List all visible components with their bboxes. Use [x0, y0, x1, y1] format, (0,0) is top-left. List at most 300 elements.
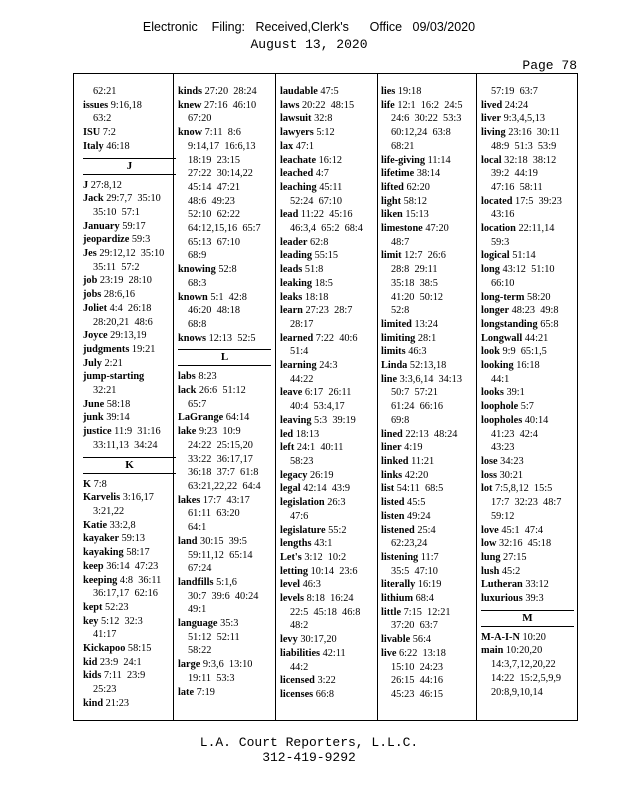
index-refs: 3:3,6,14 34:13	[399, 373, 462, 385]
index-refs: 65:8	[540, 318, 559, 330]
index-continuation: 67:20	[188, 113, 212, 125]
index-refs: 20:22 48:15	[302, 99, 355, 111]
index-entry	[280, 263, 373, 277]
index-entry	[381, 85, 474, 99]
index-term: lithium	[381, 593, 414, 605]
index-term: longstanding	[481, 318, 538, 330]
index-refs: 40:14	[524, 414, 549, 426]
index-refs: 52:8	[218, 264, 237, 276]
index-refs: 18:13	[295, 428, 320, 440]
index-entry	[83, 274, 176, 288]
index-term: lies	[381, 86, 396, 97]
index-refs: 45:11	[319, 181, 343, 193]
index-term: lawsuit	[280, 113, 312, 125]
index-frame	[73, 73, 578, 721]
index-entry	[280, 482, 373, 496]
index-entry	[481, 469, 574, 483]
index-refs: 29:7,7 35:10	[106, 193, 161, 205]
index-continuation: 27:22 30:14,22	[188, 168, 253, 180]
index-entry	[280, 181, 373, 195]
index-refs: 45:5	[407, 497, 426, 509]
index-entry	[481, 249, 574, 263]
index-entry	[83, 343, 176, 357]
index-continuation: 22:5 45:18 46:8	[290, 606, 361, 618]
index-continuation: 44:1	[491, 373, 510, 385]
index-continuation: 62:21	[93, 86, 117, 97]
index-entry	[280, 496, 373, 510]
index-term: liken	[381, 209, 403, 221]
index-entry	[83, 398, 176, 412]
index-term: long	[481, 264, 500, 276]
index-refs: 5:12	[316, 127, 335, 139]
index-refs: 66:8	[315, 688, 335, 700]
index-entry	[381, 181, 474, 195]
index-entry	[280, 469, 373, 483]
index-entry	[280, 249, 373, 263]
index-column-1	[83, 85, 176, 711]
index-continuation: 30:7 39:6 40:24	[188, 590, 259, 602]
index-term: keep	[83, 560, 104, 572]
index-term: led	[280, 428, 294, 440]
index-refs: 32:8	[314, 113, 333, 125]
index-term: leader	[280, 236, 308, 248]
index-entry	[381, 359, 474, 373]
index-refs: 54:11 68:5	[396, 483, 444, 495]
index-continuation: 24:6 30:22 53:3	[391, 113, 462, 125]
index-term: Joliet	[83, 302, 108, 314]
transcript-date: August 13, 2020	[250, 37, 368, 52]
index-refs: 62:20	[406, 181, 430, 193]
index-entry	[83, 491, 176, 505]
index-entry	[280, 441, 373, 455]
index-term: J	[83, 179, 89, 191]
index-term: learned	[280, 332, 314, 344]
index-continuation: 37:20 63:7	[391, 620, 438, 632]
index-entry	[83, 519, 176, 533]
section-letter: J	[83, 158, 176, 175]
index-refs: 5:1 42:8	[210, 291, 247, 303]
index-continuation: 44:2	[290, 661, 309, 673]
index-term: light	[381, 195, 402, 207]
index-refs: 39:1	[506, 387, 525, 399]
index-entry	[481, 304, 574, 318]
index-entry	[481, 578, 574, 592]
index-entry	[83, 302, 176, 316]
index-term: July	[83, 357, 102, 369]
index-term: listening	[381, 551, 419, 563]
index-refs: 59:17	[122, 220, 146, 232]
index-entry	[178, 332, 271, 346]
index-refs: 46:3	[408, 346, 427, 358]
index-entry	[178, 686, 271, 700]
index-term: located	[481, 195, 513, 207]
index-refs: 4:8 36:11	[119, 574, 162, 586]
index-entry	[178, 617, 271, 631]
index-entry	[280, 537, 373, 551]
index-entry	[481, 631, 574, 645]
index-term: letting	[280, 565, 309, 577]
index-entry	[280, 674, 373, 688]
index-entry	[381, 154, 474, 168]
index-term: links	[381, 469, 403, 481]
index-continuation: 68:8	[188, 318, 207, 330]
index-entry	[381, 551, 474, 565]
index-term: little	[381, 606, 402, 618]
index-entry	[381, 524, 474, 538]
index-entry	[381, 373, 474, 387]
index-entry	[481, 126, 574, 140]
index-term: left	[280, 442, 295, 454]
index-entry	[381, 167, 474, 181]
index-refs: 12:1 16:2 24:5	[397, 99, 463, 111]
index-continuation: 46:20 48:18	[188, 305, 241, 317]
index-refs: 24:24	[504, 99, 529, 111]
index-entry	[280, 85, 373, 99]
index-continuation: 40:4 53:4,17	[290, 401, 345, 413]
index-entry	[178, 411, 271, 425]
index-column-3	[280, 85, 373, 702]
index-refs: 26:3	[327, 497, 346, 509]
index-refs: 39:3	[525, 593, 544, 605]
index-term: lifted	[381, 181, 404, 193]
index-refs: 7:11 8:6	[204, 127, 241, 139]
index-entry	[280, 578, 373, 592]
index-refs: 55:15	[314, 250, 339, 262]
index-entry	[280, 359, 373, 373]
index-refs: 23:19 28:10	[99, 275, 152, 287]
index-term: legal	[280, 483, 301, 495]
page-number: Page 78	[522, 58, 577, 73]
index-term: Italy	[83, 140, 104, 152]
index-continuation: 36:18 37:7 61:8	[188, 467, 259, 479]
index-entry	[83, 192, 176, 206]
index-term: Linda	[381, 360, 408, 372]
index-entry	[481, 112, 574, 126]
index-continuation: 68:21	[391, 140, 415, 152]
index-refs: 34:23	[500, 455, 524, 467]
index-refs: 7:8	[93, 478, 107, 490]
reporter-company: L.A. Court Reporters, L.L.C.	[199, 735, 419, 750]
index-term: leave	[280, 387, 303, 399]
index-entry	[280, 126, 373, 140]
index-term: local	[481, 154, 502, 166]
index-term: leaving	[280, 414, 312, 426]
index-continuation: 57:19 63:7	[491, 86, 538, 97]
index-entry	[481, 99, 574, 113]
index-refs: 17:5 39:23	[515, 195, 562, 207]
column-divider	[275, 74, 276, 720]
index-entry	[178, 370, 271, 384]
index-continuation: 26:15 44:16	[391, 675, 444, 687]
index-entry	[381, 222, 474, 236]
index-term: legislature	[280, 524, 326, 536]
index-entry	[83, 220, 176, 234]
index-refs: 7:5,8,12 15:5	[495, 483, 553, 495]
index-continuation: 28:20,21 48:6	[93, 316, 153, 328]
index-continuation: 14:22 15:2,5,9,9	[491, 672, 562, 684]
index-entry	[381, 208, 474, 222]
index-term: leaks	[280, 291, 303, 303]
index-continuation: 60:12,24 63:8	[391, 127, 451, 139]
index-entry	[83, 601, 176, 615]
index-entry	[280, 236, 373, 250]
index-refs: 5:3 39:19	[314, 414, 356, 426]
index-entry	[178, 425, 271, 439]
index-continuation: 68:9	[188, 250, 207, 262]
index-refs: 6:17 26:11	[304, 387, 352, 399]
index-refs: 7:15 12:21	[403, 606, 451, 618]
index-refs: 11:7	[420, 551, 439, 563]
index-term: look	[481, 346, 500, 358]
index-refs: 27:16 46:10	[204, 99, 257, 111]
index-refs: 49:24	[407, 510, 431, 522]
index-term: legacy	[280, 469, 308, 481]
index-continuation: 36:17,17 62:16	[93, 588, 158, 600]
index-entry	[178, 126, 271, 140]
index-entry	[83, 247, 176, 261]
index-continuation: 41:17	[93, 629, 117, 641]
index-continuation: 35:18 38:5	[391, 277, 438, 289]
filing-stamp: Electronic Filing: Received,Clerk's Office 09/03/2020	[142, 20, 476, 34]
index-refs: 9:16,18	[110, 99, 142, 111]
index-refs: 58:17	[126, 547, 150, 559]
index-refs: 30:17,20	[300, 634, 337, 646]
index-entry	[178, 291, 271, 305]
index-refs: 43:1	[314, 538, 333, 550]
index-term: issues	[83, 99, 109, 111]
index-term: language	[178, 618, 218, 630]
index-refs: 4:7	[315, 168, 329, 180]
index-refs: 26:19	[310, 469, 334, 481]
index-entry	[381, 606, 474, 620]
index-term: limit	[381, 250, 402, 262]
index-term: labs	[178, 371, 196, 383]
index-refs: 10:14 23:6	[310, 565, 358, 577]
index-entry	[83, 697, 176, 711]
index-entry	[381, 510, 474, 524]
index-continuation: 58:22	[188, 645, 212, 657]
index-term: kept	[83, 601, 103, 613]
index-term: literally	[381, 579, 416, 591]
index-entry	[381, 441, 474, 455]
index-refs: 51:14	[512, 250, 536, 262]
index-term: learning	[280, 360, 317, 372]
index-term: leading	[280, 250, 313, 262]
index-refs: 23:9 24:1	[99, 656, 142, 668]
index-continuation: 52:8	[391, 305, 410, 317]
index-continuation: 61:11 63:20	[188, 508, 240, 520]
index-entry	[83, 560, 176, 574]
index-refs: 58:15	[127, 643, 152, 655]
index-continuation: 64:1	[188, 522, 207, 534]
index-term: large	[178, 659, 201, 671]
index-refs: 33:12	[525, 579, 549, 591]
index-term: jobs	[83, 289, 102, 301]
index-term: leads	[280, 264, 303, 276]
index-refs: 27:15	[503, 551, 527, 563]
index-continuation: 15:10 24:23	[391, 661, 444, 673]
index-refs: 2:21	[104, 357, 123, 369]
index-refs: 12:7 26:6	[404, 250, 446, 262]
index-continuation: 51:12 52:11	[188, 631, 240, 643]
index-entry	[481, 524, 574, 538]
index-continuation: 33:11,13 34:24	[93, 439, 158, 451]
index-entry	[280, 386, 373, 400]
index-entry	[83, 179, 176, 193]
index-refs: 22:13 48:24	[405, 428, 458, 440]
index-continuation: 47:6	[290, 510, 309, 522]
index-refs: 58:12	[403, 195, 428, 207]
index-term: loss	[481, 469, 498, 481]
index-entry	[280, 551, 373, 565]
index-term: legislation	[280, 497, 325, 509]
index-term: kid	[83, 656, 98, 668]
index-entry	[83, 233, 176, 247]
index-refs: 52:23	[105, 601, 129, 613]
index-refs: 3:22	[317, 675, 336, 687]
index-term: loophole	[481, 401, 519, 413]
index-refs: 18:5	[314, 277, 333, 289]
section-letter: L	[178, 349, 271, 366]
index-term: Jes	[83, 248, 97, 260]
index-term: leaching	[280, 181, 317, 193]
index-continuation: 48:7	[391, 236, 410, 248]
index-continuation: 9:14,17 16:6,13	[188, 140, 256, 152]
index-continuation: 58:23	[290, 455, 314, 467]
index-entry	[481, 565, 574, 579]
index-entry	[481, 291, 574, 305]
index-term: Joyce	[83, 330, 108, 342]
index-refs: 9:3,6 13:10	[202, 659, 253, 671]
index-refs: 35:3	[220, 618, 239, 630]
index-term: looking	[481, 360, 514, 372]
index-refs: 27:20 28:24	[204, 86, 257, 97]
index-term: lead	[280, 209, 299, 221]
index-refs: 11:21	[411, 455, 435, 467]
index-refs: 19:21	[131, 343, 156, 355]
index-continuation: 48:2	[290, 620, 309, 632]
index-refs: 44:21	[524, 332, 549, 344]
index-entry	[481, 551, 574, 565]
index-continuation: 67:24	[188, 563, 212, 575]
index-term: lush	[481, 565, 500, 577]
index-continuation: 25:23	[93, 684, 117, 696]
index-refs: 42:14 43:9	[303, 483, 351, 495]
section-letter: K	[83, 457, 176, 474]
index-term: known	[178, 291, 208, 303]
index-refs: 59:3	[131, 234, 151, 246]
index-continuation: 51:4	[290, 346, 309, 358]
index-continuation: 66:10	[491, 277, 515, 289]
index-term: life	[381, 99, 395, 111]
index-entry	[481, 195, 574, 209]
index-entry	[280, 304, 373, 318]
index-term: listen	[381, 510, 405, 522]
column-divider	[173, 74, 174, 720]
index-term: linked	[381, 455, 409, 467]
index-refs: 46:3	[302, 579, 321, 591]
index-refs: 46:18	[106, 140, 130, 152]
index-term: longer	[481, 305, 510, 317]
index-term: loopholes	[481, 414, 523, 426]
index-refs: 4:4 26:18	[109, 302, 152, 314]
index-refs: 51:8	[304, 264, 324, 276]
index-entry	[178, 263, 271, 277]
index-refs: 5:7	[520, 401, 534, 413]
index-refs: 10:20,20	[505, 645, 543, 657]
index-continuation: 59:12	[491, 510, 515, 522]
index-entry	[381, 469, 474, 483]
index-continuation: 50:7 57:21	[391, 387, 438, 399]
index-continuation: 44:22	[290, 373, 314, 385]
index-continuation: 41:23 42:4	[491, 428, 538, 440]
index-refs: 3:16,17	[122, 492, 154, 504]
index-refs: 16:18	[516, 360, 540, 372]
index-entry	[178, 85, 271, 99]
index-entry	[481, 644, 574, 658]
index-continuation: 61:24 66:16	[391, 401, 444, 413]
index-continuation: 63:2	[93, 113, 112, 125]
index-term: kids	[83, 670, 102, 682]
index-continuation: 45:14 47:21	[188, 181, 241, 193]
index-continuation: 64:12,15,16 65:7	[188, 223, 261, 235]
index-entry	[83, 288, 176, 302]
index-term: K	[83, 478, 92, 490]
index-entry	[381, 318, 474, 332]
index-term: looks	[481, 387, 504, 399]
index-entry	[381, 332, 474, 346]
index-entry	[381, 99, 474, 113]
index-refs: 29:12,12 35:10	[99, 248, 165, 260]
index-refs: 64:14	[225, 412, 250, 424]
index-refs: 58:18	[106, 398, 131, 410]
section-letter: M	[481, 610, 574, 627]
index-entry	[280, 524, 373, 538]
index-refs: 17:7 43:17	[202, 494, 250, 506]
index-term: Longwall	[481, 332, 523, 344]
index-column-2	[178, 85, 271, 699]
index-term: kayaker	[83, 533, 120, 545]
index-term: live	[381, 647, 397, 659]
index-entry	[481, 222, 574, 236]
index-entry	[83, 126, 176, 140]
index-refs: 4:19	[404, 442, 423, 454]
index-refs: 3:12 10:2	[304, 551, 347, 563]
index-term: jeopardize	[83, 234, 130, 246]
index-entry	[381, 647, 474, 661]
index-term: livable	[381, 634, 411, 646]
index-refs: 7:22 40:6	[315, 332, 358, 344]
index-refs: 52:13,18	[409, 360, 447, 372]
index-continuation: 65:7	[188, 398, 207, 410]
index-entry	[280, 99, 373, 113]
index-refs: 62:8	[310, 236, 329, 248]
index-entry	[381, 428, 474, 442]
index-continuation: 35:10 57:1	[93, 206, 140, 218]
index-continuation: 63:21,22,22 64:4	[188, 480, 261, 492]
index-term: lived	[481, 99, 503, 111]
index-term: know	[178, 127, 203, 139]
index-term: location	[481, 223, 516, 235]
index-term: lack	[178, 385, 197, 397]
index-refs: 10:20	[522, 631, 546, 643]
index-refs: 24:1 40:11	[296, 442, 344, 454]
index-refs: 23:16 30:11	[508, 127, 560, 139]
index-entry	[83, 357, 176, 371]
index-continuation: 43:23	[491, 442, 515, 454]
index-term: leached	[280, 168, 314, 180]
index-term: lengths	[280, 538, 312, 550]
